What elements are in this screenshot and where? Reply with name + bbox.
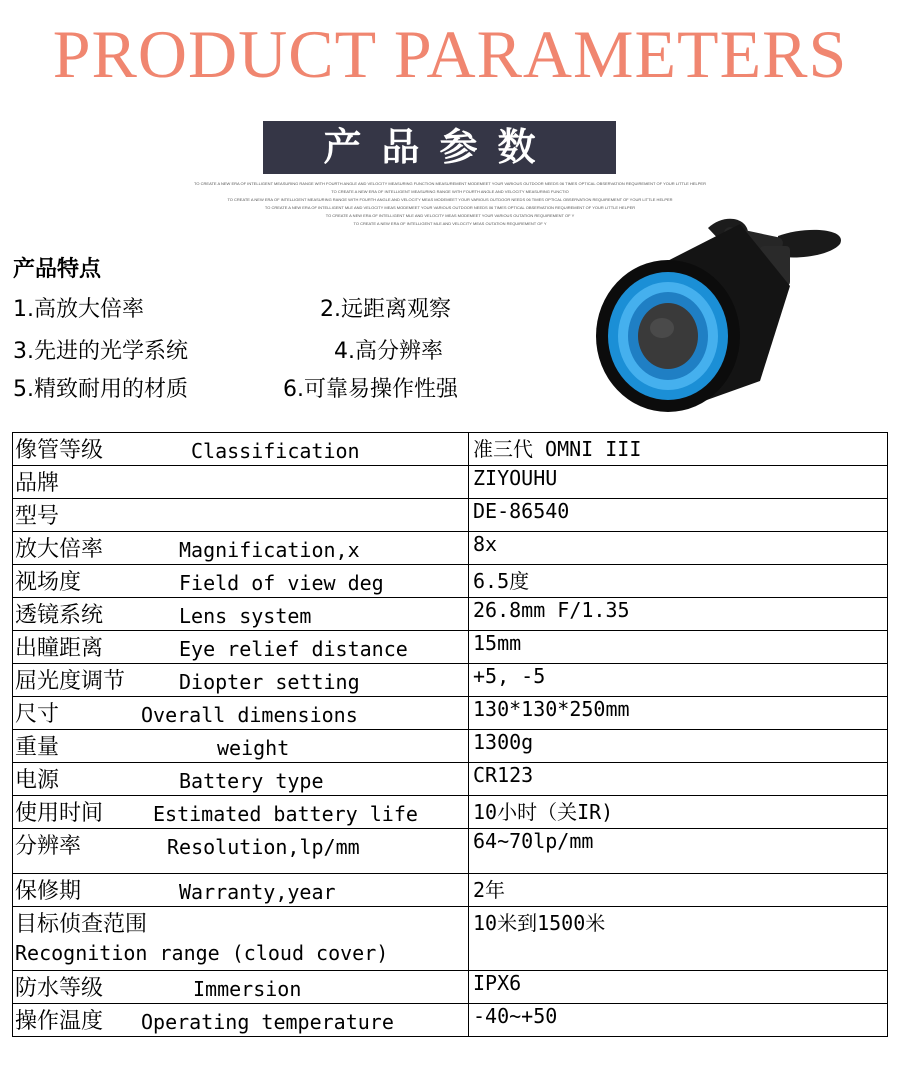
fine-print-line: TO CREATE A NEW ERA OF INTELLIGENT MLE AND VELOCITY MEAS MODEMEET YOUR VARIOUS OUTATION REQUIREMENT OF Y [325,213,575,218]
spec-label-cn: 电源 [15,768,60,793]
night-vision-monocular-icon [590,206,850,416]
spec-label-cn: 视场度 [15,570,82,595]
spec-label-cn: 出瞳距离 [15,636,104,661]
spec-label-en: Resolution,lp/mm [167,835,360,859]
spec-value: 64~70lp/mm [469,829,888,874]
spec-label-en: Magnification,x [179,538,360,562]
spec-label-cn: 放大倍率 [15,537,104,562]
spec-value: 8x [469,532,888,565]
fine-print-line: TO CREATE A NEW ERA OF INTELLIGENT MEASURING RANGE WITH FOURTH ANGLE AND VELOCITY MEASURING FUNCTIO [331,189,569,194]
spec-label-cn: 尺寸 [15,702,60,727]
feature-item: 4.高分辨率 [334,339,443,364]
spec-label-en: Diopter setting [179,670,360,694]
spec-label-en: Field of view deg [179,571,384,595]
spec-label-cn: 分辨率 [15,834,82,859]
spec-label-en: Recognition range (cloud cover) [15,941,389,965]
spec-value: 15mm [469,631,888,664]
spec-label-cn: 像管等级 [15,438,104,463]
table-row [13,631,888,664]
spec-value: 1300g [469,730,888,763]
fine-print-line: TO CREATE A NEW ERA OF INTELLIGENT MLE AND VELOCITY MEAS MODEMEET YOUR VARIOUS OUTDOOR NEEDS 06 TIMES OPTICAL OBSERVATION REQUIREMENT OF YOUR LITTLE HELPER [264,205,636,210]
spec-value: 6.5度 [469,565,888,598]
spec-label-cn: 防水等级 [15,976,104,1001]
spec-value: DE-86540 [469,499,888,532]
fine-print-line: TO CREATE A NEW ERA OF INTELLIGENT MEASURING RANGE WITH FOURTH ANGLE AND VELOCITY MEASURING FUNCTION MEASUREMENT MODEMEET YOUR VARIOUS OUTDOOR NEEDS 06 TIMES OPTICAL OBSERVATION REQUIREMENT OF YOUR LITTLE HELPER [194,181,706,186]
spec-value: 130*130*250mm [469,697,888,730]
spec-value: +5, -5 [469,664,888,697]
spec-value: 准三代 OMNI III [469,433,888,466]
spec-label-cn: 保修期 [15,879,82,904]
table-row [13,874,888,907]
spec-value: 10米到1500米 [469,907,888,971]
table-row [13,664,888,697]
fine-print-line: TO CREATE A NEW ERA OF INTELLIGENT MLE AND VELOCITY MEAS OUTATION REQUIREMENT OF Y [353,221,547,226]
table-row [13,1004,888,1037]
table-row [13,971,888,1004]
spec-value: IPX6 [469,971,888,1004]
features-title: 产品特点 [13,257,102,282]
spec-label-en: weight [217,736,290,760]
fine-print-line: TO CREATE A NEW ERA OF INTELLIGENT MEASURING RANGE WITH FOURTH ANGLE AND VELOCITY MEAS MODEMEET YOUR VARIOUS OUTDOOR NEEDS 06 TIMES OPTICAL OBSERVATION REQUIREMENT OF YOUR LITTLE HELPER [227,197,673,202]
spec-table [12,432,888,1037]
table-row [13,763,888,796]
spec-label-cn: 透镜系统 [15,603,104,628]
spec-label-en: Overall dimensions [141,703,358,727]
spec-value: 26.8mm F/1.35 [469,598,888,631]
spec-value: CR123 [469,763,888,796]
spec-value: -40~+50 [469,1004,888,1037]
spec-label-en: Battery type [179,769,324,793]
spec-label-en: Operating temperature [141,1010,394,1034]
spec-label-en: Estimated battery life [153,802,418,826]
spec-label-cn: 重量 [15,735,60,760]
spec-label-en: Classification [191,439,360,463]
spec-label-cn: 目标侦查范围 [15,912,148,937]
table-row [13,499,888,532]
table-row [13,697,888,730]
spec-label-cn: 型号 [15,504,60,529]
feature-item: 5.精致耐用的材质 [13,377,188,402]
spec-label-en: Lens system [179,604,312,628]
table-row [13,829,888,874]
spec-label-en: Immersion [193,977,302,1001]
spec-value: ZIYOUHU [469,466,888,499]
spec-label-en: Warranty,year [179,880,336,904]
feature-item: 2.远距离观察 [320,297,451,322]
table-row [13,433,888,466]
spec-value: 10小时（关IR) [469,796,888,829]
table-row [13,598,888,631]
table-row [13,565,888,598]
table-row [13,907,888,971]
feature-item: 1.高放大倍率 [13,297,144,322]
spec-label-en: Eye relief distance [179,637,408,661]
spec-label-cn: 操作温度 [15,1009,104,1034]
spec-label-cn: 使用时间 [15,801,104,826]
table-row [13,466,888,499]
page-title: PRODUCT PARAMETERS [52,16,848,92]
feature-item: 3.先进的光学系统 [13,339,188,364]
feature-item: 6.可靠易操作性强 [283,377,458,402]
spec-label-cn: 屈光度调节 [15,669,126,694]
table-row [13,796,888,829]
table-row [13,532,888,565]
table-row [13,730,888,763]
spec-value: 2年 [469,874,888,907]
cn-title-banner: 产品参数 [253,121,626,174]
spec-label-cn: 品牌 [15,471,60,496]
